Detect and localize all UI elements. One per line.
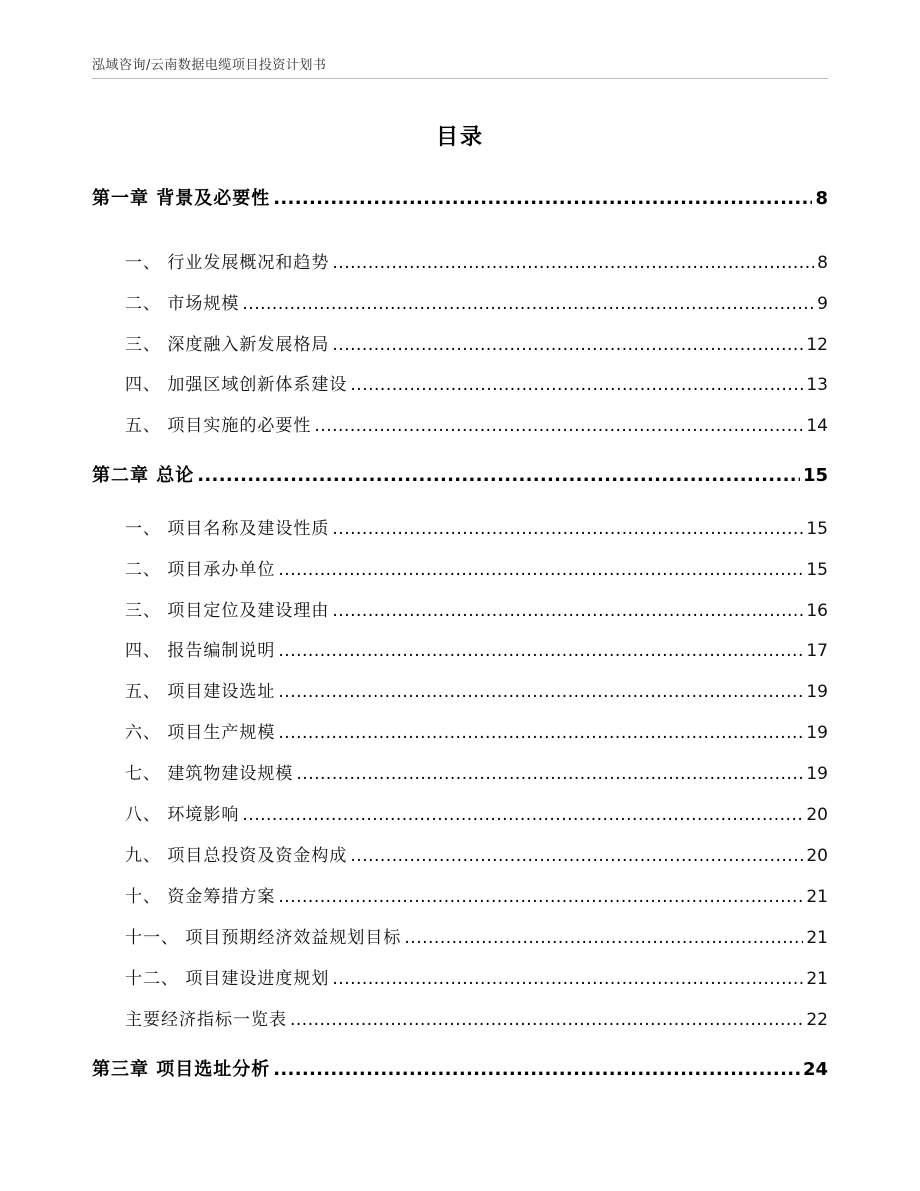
toc-section[interactable]: [125, 964, 828, 989]
toc-entry-label: 十二、 项目建设进度规划: [125, 969, 330, 989]
toc-page-number: 19: [806, 764, 828, 784]
toc-page-number: 19: [806, 723, 828, 743]
toc-entry-label: 九、 项目总投资及资金构成: [125, 846, 348, 866]
toc-entry-label: 一、 行业发展概况和趋势: [125, 253, 330, 273]
toc-entry-label: 第二章 总论: [92, 465, 195, 486]
toc-section[interactable]: [125, 677, 828, 702]
dot-leader: [350, 846, 803, 866]
toc-page-number: 20: [806, 846, 828, 866]
running-header: 泓域咨询/云南数据电缆项目投资计划书: [92, 58, 327, 73]
dot-leader: [350, 375, 803, 395]
dot-leader: [296, 764, 803, 784]
toc-page-number: 15: [806, 560, 828, 580]
header-divider: [92, 78, 828, 79]
toc-entry-label: 三、 深度融入新发展格局: [125, 335, 330, 355]
toc-entry-label: 第三章 项目选址分析: [92, 1059, 271, 1080]
toc-page-number: 15: [802, 465, 828, 486]
toc-page-number: 20: [806, 805, 828, 825]
dot-leader: [278, 887, 803, 907]
toc-entry-label: 四、 报告编制说明: [125, 641, 276, 661]
dot-leader: [314, 416, 803, 436]
toc-section[interactable]: [125, 882, 828, 907]
toc-entry-label: 四、 加强区域创新体系建设: [125, 375, 348, 395]
dot-leader: [242, 294, 814, 314]
toc-page-number: 24: [802, 1059, 828, 1080]
toc-page-number: 22: [806, 1010, 828, 1030]
toc-entry-label: 二、 市场规模: [125, 294, 240, 314]
toc-chapter-3[interactable]: [92, 1055, 828, 1081]
dot-leader: [278, 682, 803, 702]
toc-entry-label: 十一、 项目预期经济效益规划目标: [125, 928, 402, 948]
dot-leader: [278, 641, 803, 661]
toc-entry-label: 二、 项目承办单位: [125, 560, 276, 580]
dot-leader: [332, 969, 803, 989]
dot-leader: [332, 335, 803, 355]
dot-leader: [404, 928, 803, 948]
toc-section[interactable]: [125, 248, 828, 273]
toc-entry-label: 五、 项目实施的必要性: [125, 416, 312, 436]
toc-section[interactable]: [125, 718, 828, 743]
toc-section[interactable]: [125, 411, 828, 436]
toc-entry-label: 十、 资金筹措方案: [125, 887, 276, 907]
toc-page-number: 21: [806, 969, 828, 989]
dot-leader: [197, 465, 800, 486]
dot-leader: [242, 805, 803, 825]
toc-page-number: 19: [806, 682, 828, 702]
dot-leader: [290, 1010, 803, 1030]
toc-section[interactable]: [125, 636, 828, 661]
toc-section[interactable]: [125, 923, 828, 948]
toc-entry-label: 八、 环境影响: [125, 805, 240, 825]
toc-page-number: 13: [806, 375, 828, 395]
toc-page-number: 12: [806, 335, 828, 355]
page-title: 目录: [435, 125, 484, 150]
toc-page-number: 15: [806, 519, 828, 539]
dot-leader: [278, 723, 803, 743]
toc-page-number: 8: [815, 188, 828, 209]
toc-section[interactable]: [125, 330, 828, 355]
toc-section[interactable]: [125, 1005, 828, 1030]
toc-page-number: 16: [806, 601, 828, 621]
dot-leader: [278, 560, 803, 580]
toc-entry-label: 一、 项目名称及建设性质: [125, 519, 330, 539]
toc-page-number: 14: [806, 416, 828, 436]
toc-chapter-2[interactable]: [92, 461, 828, 487]
dot-leader: [332, 519, 803, 539]
toc-entry-label: 第一章 背景及必要性: [92, 188, 271, 209]
toc-section[interactable]: [125, 514, 828, 539]
toc-section[interactable]: [125, 596, 828, 621]
toc-page-number: 9: [817, 294, 828, 314]
toc-page-number: 21: [806, 928, 828, 948]
toc-section[interactable]: [125, 555, 828, 580]
toc-entry-label: 主要经济指标一览表: [125, 1010, 287, 1030]
toc-section[interactable]: [125, 289, 828, 314]
dot-leader: [273, 188, 812, 209]
toc-section[interactable]: [125, 370, 828, 395]
dot-leader: [332, 601, 803, 621]
dot-leader: [332, 253, 814, 273]
toc-section[interactable]: [125, 759, 828, 784]
toc-page-number: 21: [806, 887, 828, 907]
toc-entry-label: 五、 项目建设选址: [125, 682, 276, 702]
toc-section[interactable]: [125, 841, 828, 866]
toc-page-number: 17: [806, 641, 828, 661]
dot-leader: [273, 1059, 800, 1080]
toc-chapter-1[interactable]: [92, 184, 828, 210]
toc-page-number: 8: [817, 253, 828, 273]
toc-entry-label: 七、 建筑物建设规模: [125, 764, 294, 784]
toc-entry-label: 三、 项目定位及建设理由: [125, 601, 330, 621]
toc-section[interactable]: [125, 800, 828, 825]
toc-entry-label: 六、 项目生产规模: [125, 723, 276, 743]
